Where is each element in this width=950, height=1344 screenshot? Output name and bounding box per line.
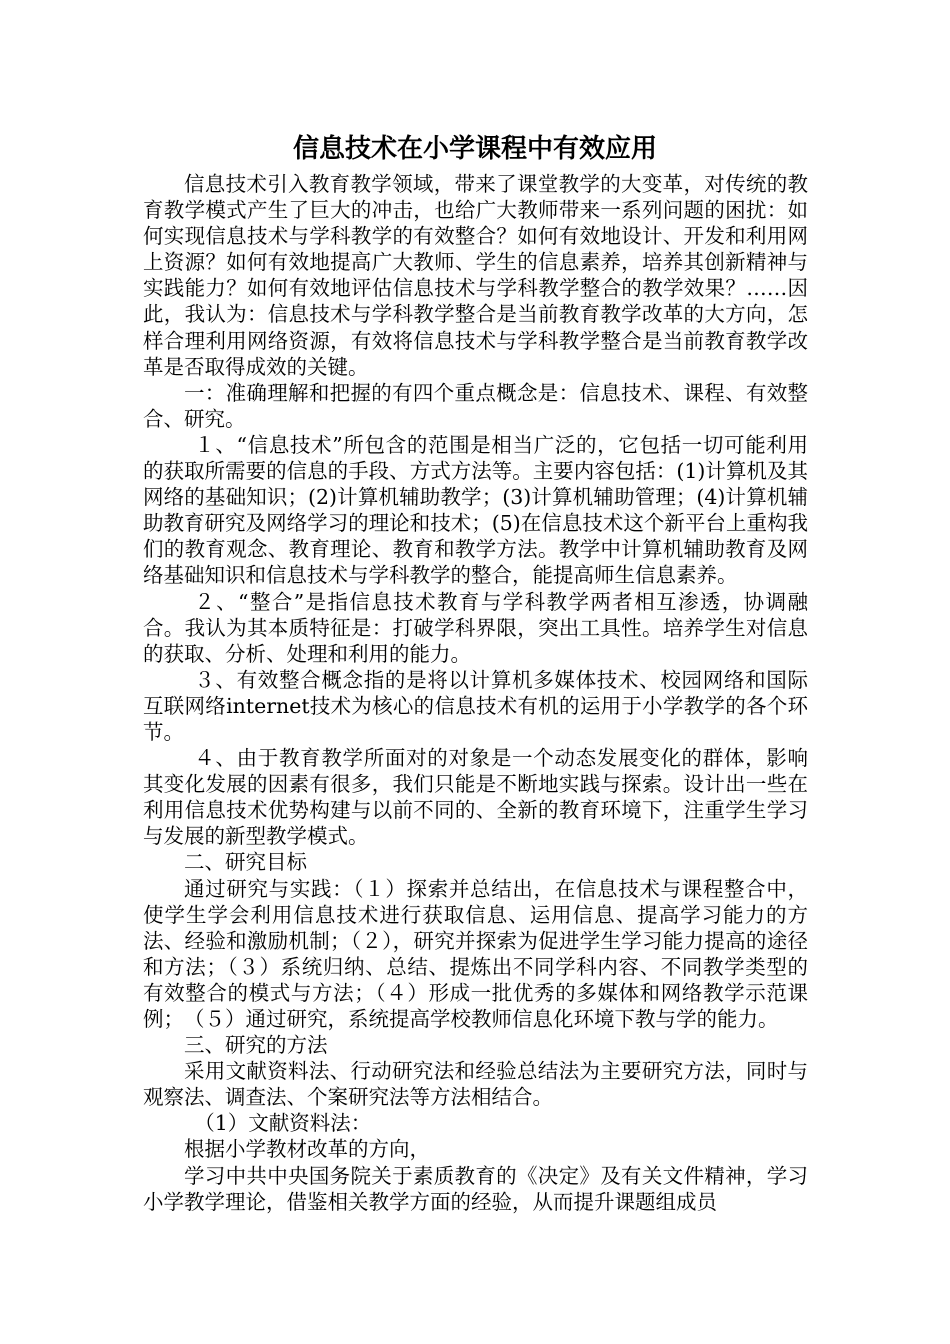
paragraph-textbook-reform: 根据小学教材改革的方向， <box>184 1137 430 1162</box>
heading-research-goals: 二、研究目标 <box>184 850 307 875</box>
paragraph-point-2: ２、“整合”是指信息技术教育与学科教学两者相互渗透，协调融合。我认为其本质特征是：打破学科界限，突出工具性。培养学生对信息的获取、分析、处理和利用的能力。 <box>143 589 808 666</box>
paragraph-study-decision: 学习中共中央国务院关于素质教育的《决定》及有关文件精神，学习小学教学理论，借鉴相关教学方面的经验，从而提升课题组成员 <box>143 1163 808 1214</box>
heading-research-methods: 三、研究的方法 <box>184 1033 328 1058</box>
paragraph-point-3: ３、有效整合概念指的是将以计算机多媒体技术、校园网络和国际互联网络internet技术为核心的信息技术有机的运用于小学教学的各个环节。 <box>143 667 808 744</box>
paragraph-point-1: １、“信息技术”所包含的范围是相当广泛的，它包括一切可能利用的获取所需要的信息的手段、方式方法等。主要内容包括：(1)计算机及其网络的基础知识；(2)计算机辅助教学；(3)计算机辅助管理；(4)计算机辅助教育研究及网络学习的理论和技术；(5)在信息技术这个新平台上重构我们的教育观念、教育理论、教育和教学方法。教学中计算机辅助教育及网络基础知识和信息技术与学科教学的整合，能提高师生信息素养。 <box>143 432 808 588</box>
heading-literature-method: （1）文献资料法： <box>194 1111 372 1136</box>
paragraph-point-4: ４、由于教育教学所面对的对象是一个动态发展变化的群体，影响其变化发展的因素有很多，我们只能是不断地实践与探索。设计出一些在利用信息技术优势构建与以前不同的、全新的教育环境下，注重学生学习与发展的新型教学模式。 <box>143 746 808 849</box>
paragraph-research-methods: 采用文献资料法、行动研究法和经验总结法为主要研究方法，同时与观察法、调查法、个案研究法等方法相结合。 <box>143 1059 808 1110</box>
document-body <box>143 171 808 1215</box>
document-title: 信息技术在小学课程中有效应用 <box>292 134 657 164</box>
paragraph-research-goals: 通过研究与实践：（１）探索并总结出，在信息技术与课程整合中，使学生学会利用信息技术进行获取信息、运用信息、提高学习能力的方法、经验和激励机制；（２），研究并探索为促进学生学习能力提高的途径和方法；（３）系统归纳、总结、提炼出不同学科内容、不同教学类型的有效整合的模式与方法；（４）形成一批优秀的多媒体和网络教学示范课例； （５）通过研究，系统提高学校教师信息化环境下教与学的能力。 <box>143 876 808 1031</box>
paragraph-intro: 信息技术引入教育教学领域，带来了课堂教学的大变革，对传统的教育教学模式产生了巨大的冲击，也给广大教师带来一系列问题的困扰：如何实现信息技术与学科教学的有效整合？如何有效地设计、开发和利用网上资源？如何有效地提高广大教师、学生的信息素养，培养其创新精神与实践能力？如何有效地评估信息技术与学科教学整合的教学效果？……因此，我认为：信息技术与学科教学整合是当前教育教学改革的大方向，怎样合理利用网络资源，有效将信息技术与学科教学整合是当前教育教学改革是否取得成效的关键。 <box>143 172 808 379</box>
paragraph-section-one: 一：准确理解和把握的有四个重点概念是：信息技术、课程、有效整合、研究。 <box>143 380 808 431</box>
